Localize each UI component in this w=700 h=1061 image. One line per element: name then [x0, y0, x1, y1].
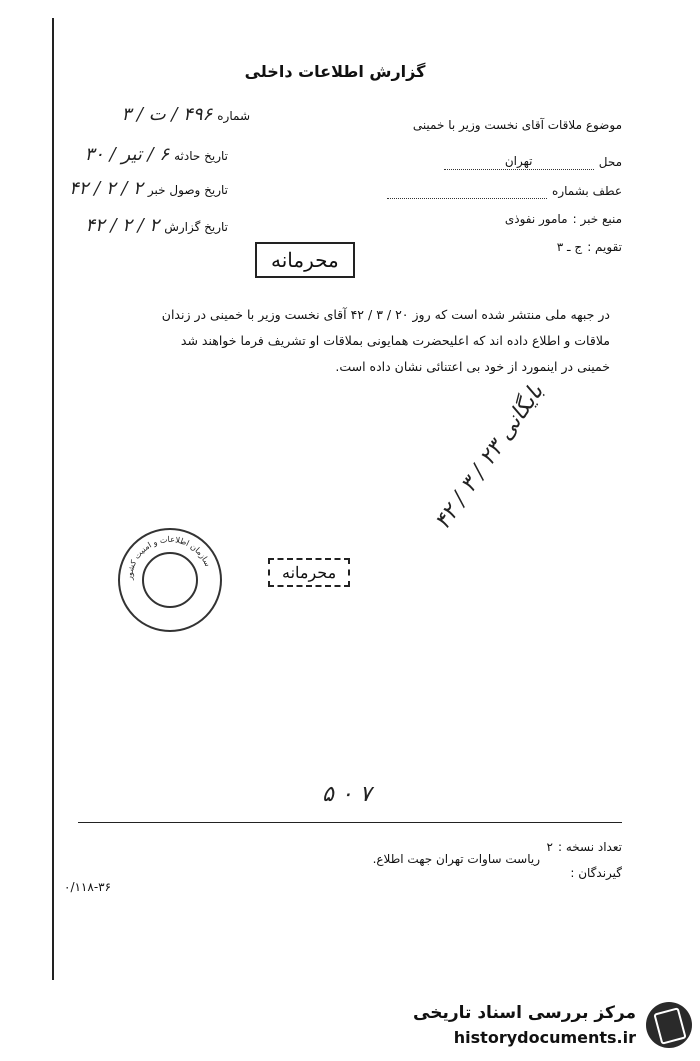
seal-ring-text: [120, 530, 220, 630]
evaluation-label: تقویم :: [587, 240, 622, 254]
evaluation-row: [557, 236, 622, 255]
recipients-value: ریاست ساوات تهران جهت اطلاع.: [372, 852, 540, 866]
report-date-label: تاریخ گزارش: [164, 220, 228, 234]
confidential-stamp-middle: محرمانه: [268, 558, 350, 587]
handwritten-archive-note: بایگانی ۲۳ / ۳ / ۴۲: [430, 379, 549, 535]
copies-label: تعداد نسخه :: [557, 840, 622, 854]
recipients-label: گیرندگان :: [570, 866, 622, 880]
copies-value: ۲: [546, 840, 553, 854]
footer-url: historydocuments.ir: [453, 1028, 636, 1047]
svg-text:سازمان اطلاعات و امنیت کشور: سازمان اطلاعات و امنیت کشور: [124, 534, 213, 581]
source-row: [505, 208, 622, 227]
page-left-border: [52, 18, 54, 980]
receipt-date-label: تاریخ وصول خبر: [147, 183, 228, 197]
number-label: شماره: [217, 109, 250, 123]
event-date-value: ۶ / تیر / ۳۰: [84, 144, 170, 165]
source-label: منبع خبر :: [572, 212, 622, 226]
evaluation-value: ج ـ ۳: [556, 240, 583, 254]
serial-number: ۰/۱۱۸-۳۶: [64, 880, 112, 894]
confidential-stamp-top: محرمانه: [255, 242, 355, 278]
receipt-date-value: ۲ / ۲ / ۴۲: [69, 178, 143, 199]
body-line-3: خمینی در اینمورد از خود بی اعتنائی نشان داده است.: [335, 359, 610, 374]
number-row: [122, 104, 250, 125]
reference-label: عطف بشماره: [552, 184, 622, 198]
location-row: [444, 150, 622, 170]
footer-logo: [382, 1000, 692, 1055]
location-label: محل: [598, 155, 622, 169]
report-date-value: ۲ / ۲ / ۴۲: [85, 215, 160, 236]
document-title: گزارش اطلاعات داخلی: [244, 62, 426, 81]
number-value: ۴۹۶ / ت / ۳: [121, 104, 213, 125]
event-date-label: تاریخ حادثه: [174, 149, 228, 163]
footer-org-name: مرکز بررسی اسناد تاریخی: [413, 1003, 636, 1023]
recipients-row: [570, 862, 622, 881]
receipt-date-row: [69, 178, 228, 199]
source-value: مامور نفوذی: [504, 212, 568, 226]
reference-value: [387, 198, 547, 199]
body-line-2: ملاقات و اطلاع داده اند که اعلیحضرت همایونی بملاقات او تشریف فرما خواهند شد: [180, 333, 610, 348]
report-date-row: [85, 215, 228, 236]
copies-row: [546, 836, 622, 855]
page-mark: ۷ ۰ ۵: [322, 782, 372, 807]
document-emblem-icon: [646, 1002, 692, 1048]
organization-seal: [118, 528, 222, 632]
reference-row: [387, 180, 622, 199]
body-line-1: در جبهه ملی منتشر شده است که روز ۲۰ / ۳ / ۴۲ آقای نخست وزیر با خمینی در زندان: [161, 307, 610, 322]
report-body: [90, 302, 610, 380]
location-value: تهران: [444, 150, 594, 170]
subject-line: موضوع ملاقات آقای نخست وزیر با خمینی: [412, 118, 622, 132]
footer-divider: [78, 822, 622, 823]
event-date-row: [85, 144, 228, 165]
